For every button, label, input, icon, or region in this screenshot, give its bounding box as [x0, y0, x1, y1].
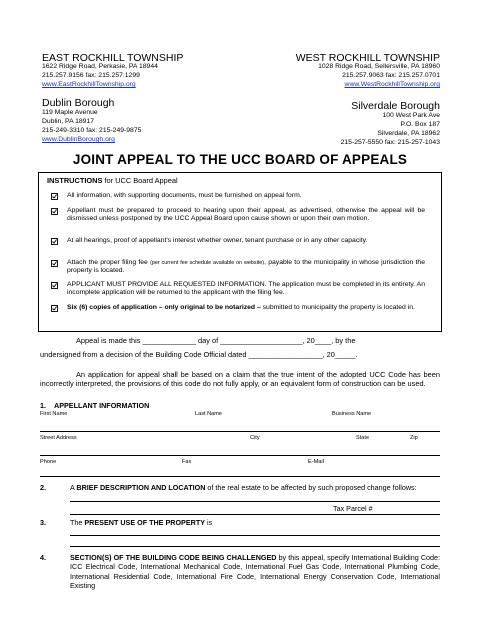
instruction-item: [51, 304, 425, 322]
page-title: JOINT APPEAL TO THE UCC BOARD OF APPEALS: [72, 152, 408, 167]
appellant-contact-field[interactable]: [40, 476, 440, 477]
application-paragraph: An application for appeal shall be based on a claim that the true intent of the adopted UCC Code has been incorrectly interpreted, the provisions of this code do not fully apply, or an equivalent form of construction can be used.: [40, 370, 440, 389]
section-2-prefix: A: [70, 483, 77, 492]
west-township-address: 1028 Ridge Road, Sellersville, PA 18960: [318, 63, 440, 70]
section-1-number-text: 1.: [40, 401, 46, 410]
section-1-title: [54, 401, 149, 410]
section-2-heading: [70, 483, 417, 492]
appellant-name-field[interactable]: [40, 431, 440, 432]
section-4-number: [40, 553, 46, 562]
street-address-label: Street Address: [40, 435, 77, 441]
first-name-label: First Name: [40, 411, 68, 417]
section-2-number-text: 2.: [40, 483, 46, 492]
silverdale-borough-address-1: 100 West Park Ave: [382, 112, 440, 119]
present-use-field-2[interactable]: [70, 546, 440, 547]
instruction-item: [51, 281, 425, 299]
state-label: State: [356, 435, 370, 441]
instruction-fee-text: Attach the proper filing fee: [67, 259, 151, 266]
silverdale-borough-phone: 215-257-5550 fax: 215-257-1043: [340, 139, 440, 146]
dublin-borough-phone: 215-249-3310 fax: 215-249-9875: [42, 127, 142, 134]
east-township-address: 1622 Ridge Road, Perkasie, PA 18944: [42, 63, 158, 70]
email-label: E-Mail: [308, 459, 324, 465]
instructions-box: [38, 172, 442, 332]
instruction-item: [51, 259, 425, 277]
section-2-rest: of the real estate to be affected by such proposed change follows:: [205, 483, 417, 492]
instruction-fee-text-rest: , payable to the municipality in whose jurisdiction the property is located.: [67, 259, 425, 275]
instruction-item: [51, 237, 425, 255]
last-name-label: Last Name: [195, 411, 223, 417]
present-use-field-1[interactable]: [70, 535, 440, 536]
section-3-bold: PRESENT USE OF THE PROPERTY: [84, 518, 205, 527]
property-description-field[interactable]: [70, 501, 440, 502]
checkbox-bullet-icon: [51, 282, 58, 289]
instruction-text: At all hearings, proof of appellant's interest whether owner, tenant purchase or in any other capacity.: [67, 237, 368, 244]
instructions-heading: [47, 176, 178, 185]
section-4-number-text: 4.: [40, 553, 46, 562]
west-township-phone: 215.257.9063 fax: 215.257.0701: [342, 72, 440, 79]
section-4-rest: by this appeal, specify International Building Code: ICC Electrical Code, International Mechanical Code, International Fuel Gas Code, International Plumbing Code, International Residential Code, International Fire Code, International Energy Conservation Code, International Existing: [70, 553, 440, 591]
section-3-rest: is: [205, 518, 213, 527]
section-3-prefix: The: [70, 518, 85, 527]
section-2-bold: BRIEF DESCRIPTION AND LOCATION: [76, 483, 206, 492]
instruction-text: [67, 259, 425, 276]
section-2-number: [40, 483, 46, 492]
instructions-heading-rest: for UCC Board Appeal: [102, 176, 178, 185]
instruction-item: [51, 192, 425, 202]
instruction-text: All information, with supporting documents, must be furnished on appeal form.: [67, 192, 302, 199]
dublin-borough-name: Dublin Borough: [42, 97, 115, 109]
section-4-text: [70, 553, 440, 591]
checkbox-bullet-icon: [51, 193, 58, 200]
section-4-bold: SECTION(S) OF THE BUILDING CODE BEING CHALLENGED: [70, 553, 277, 562]
business-name-label: Business Name: [332, 411, 372, 417]
east-township-phone: 215.257.9156 fax: 215.257.1299: [42, 72, 140, 79]
tax-parcel-field[interactable]: [70, 514, 440, 515]
section-3-heading: [70, 518, 212, 527]
appellant-address-field[interactable]: [40, 455, 440, 456]
silverdale-borough-address-2: P.O. Box 187: [400, 121, 440, 128]
instruction-copies-bold: Six (6) copies of application – only original to be notarized –: [67, 304, 261, 311]
silverdale-borough-name: Silverdale Borough: [351, 100, 440, 112]
zip-label: Zip: [410, 435, 418, 441]
phone-label: Phone: [40, 459, 57, 465]
section-1-title-text: APPELLANT INFORMATION: [54, 401, 150, 410]
west-township-link[interactable]: www.WestRockhillTownship.org: [344, 81, 440, 88]
dublin-borough-address-2: Dublin, PA 18917: [42, 118, 95, 125]
instruction-text: Appellant must be prepared to proceed to hearing upon their appeal, as advertised, otherwise the appeal will be dismissed unless postponed by the UCC Appeal Board upon cause shown or upon their own motion.: [67, 207, 425, 223]
section-3-number: [40, 518, 46, 527]
instruction-copies-rest: submitted to municipality the property is located in.: [260, 304, 415, 311]
instructions-heading-bold: INSTRUCTIONS: [47, 176, 103, 185]
checkbox-bullet-icon: [51, 260, 58, 267]
dublin-borough-link[interactable]: www.DublinBorough.org: [42, 136, 115, 143]
city-label: City: [250, 435, 260, 441]
instruction-fee-note: (per current fee schedule available on website): [150, 260, 265, 266]
east-township-link[interactable]: www.EastRockhillTownship.org: [42, 81, 136, 88]
checkbox-bullet-icon: [51, 238, 58, 245]
dublin-borough-address-1: 119 Maple Avenue: [42, 109, 98, 116]
east-township-name: EAST ROCKHILL TOWNSHIP: [42, 52, 184, 64]
checkbox-bullet-icon: [51, 305, 58, 312]
appeal-date-line[interactable]: Appeal is made this _____________ day of ____________________, 20____, by the: [76, 336, 356, 345]
silverdale-borough-address-3: Silverdale, PA 18962: [377, 130, 440, 137]
checkbox-bullet-icon: [51, 208, 58, 215]
tax-parcel-label: Tax Parcel #: [333, 504, 373, 513]
instruction-text: APPLICANT MUST PROVIDE ALL REQUESTED INFORMATION. The application must be completed in its entirety. An incomplete application will be returned to the applicant with the filing fee.: [67, 281, 425, 297]
instruction-text: [67, 304, 425, 312]
section-1-number: [40, 401, 46, 410]
section-3-number-text: 3.: [40, 518, 46, 527]
west-township-name: WEST ROCKHILL TOWNSHIP: [295, 52, 440, 64]
appeal-decision-line[interactable]: undersigned from a decision of the Building Code Official dated __________________, 20_____.: [40, 350, 358, 359]
fax-label: Fax: [182, 459, 192, 465]
instruction-item: [51, 207, 425, 233]
